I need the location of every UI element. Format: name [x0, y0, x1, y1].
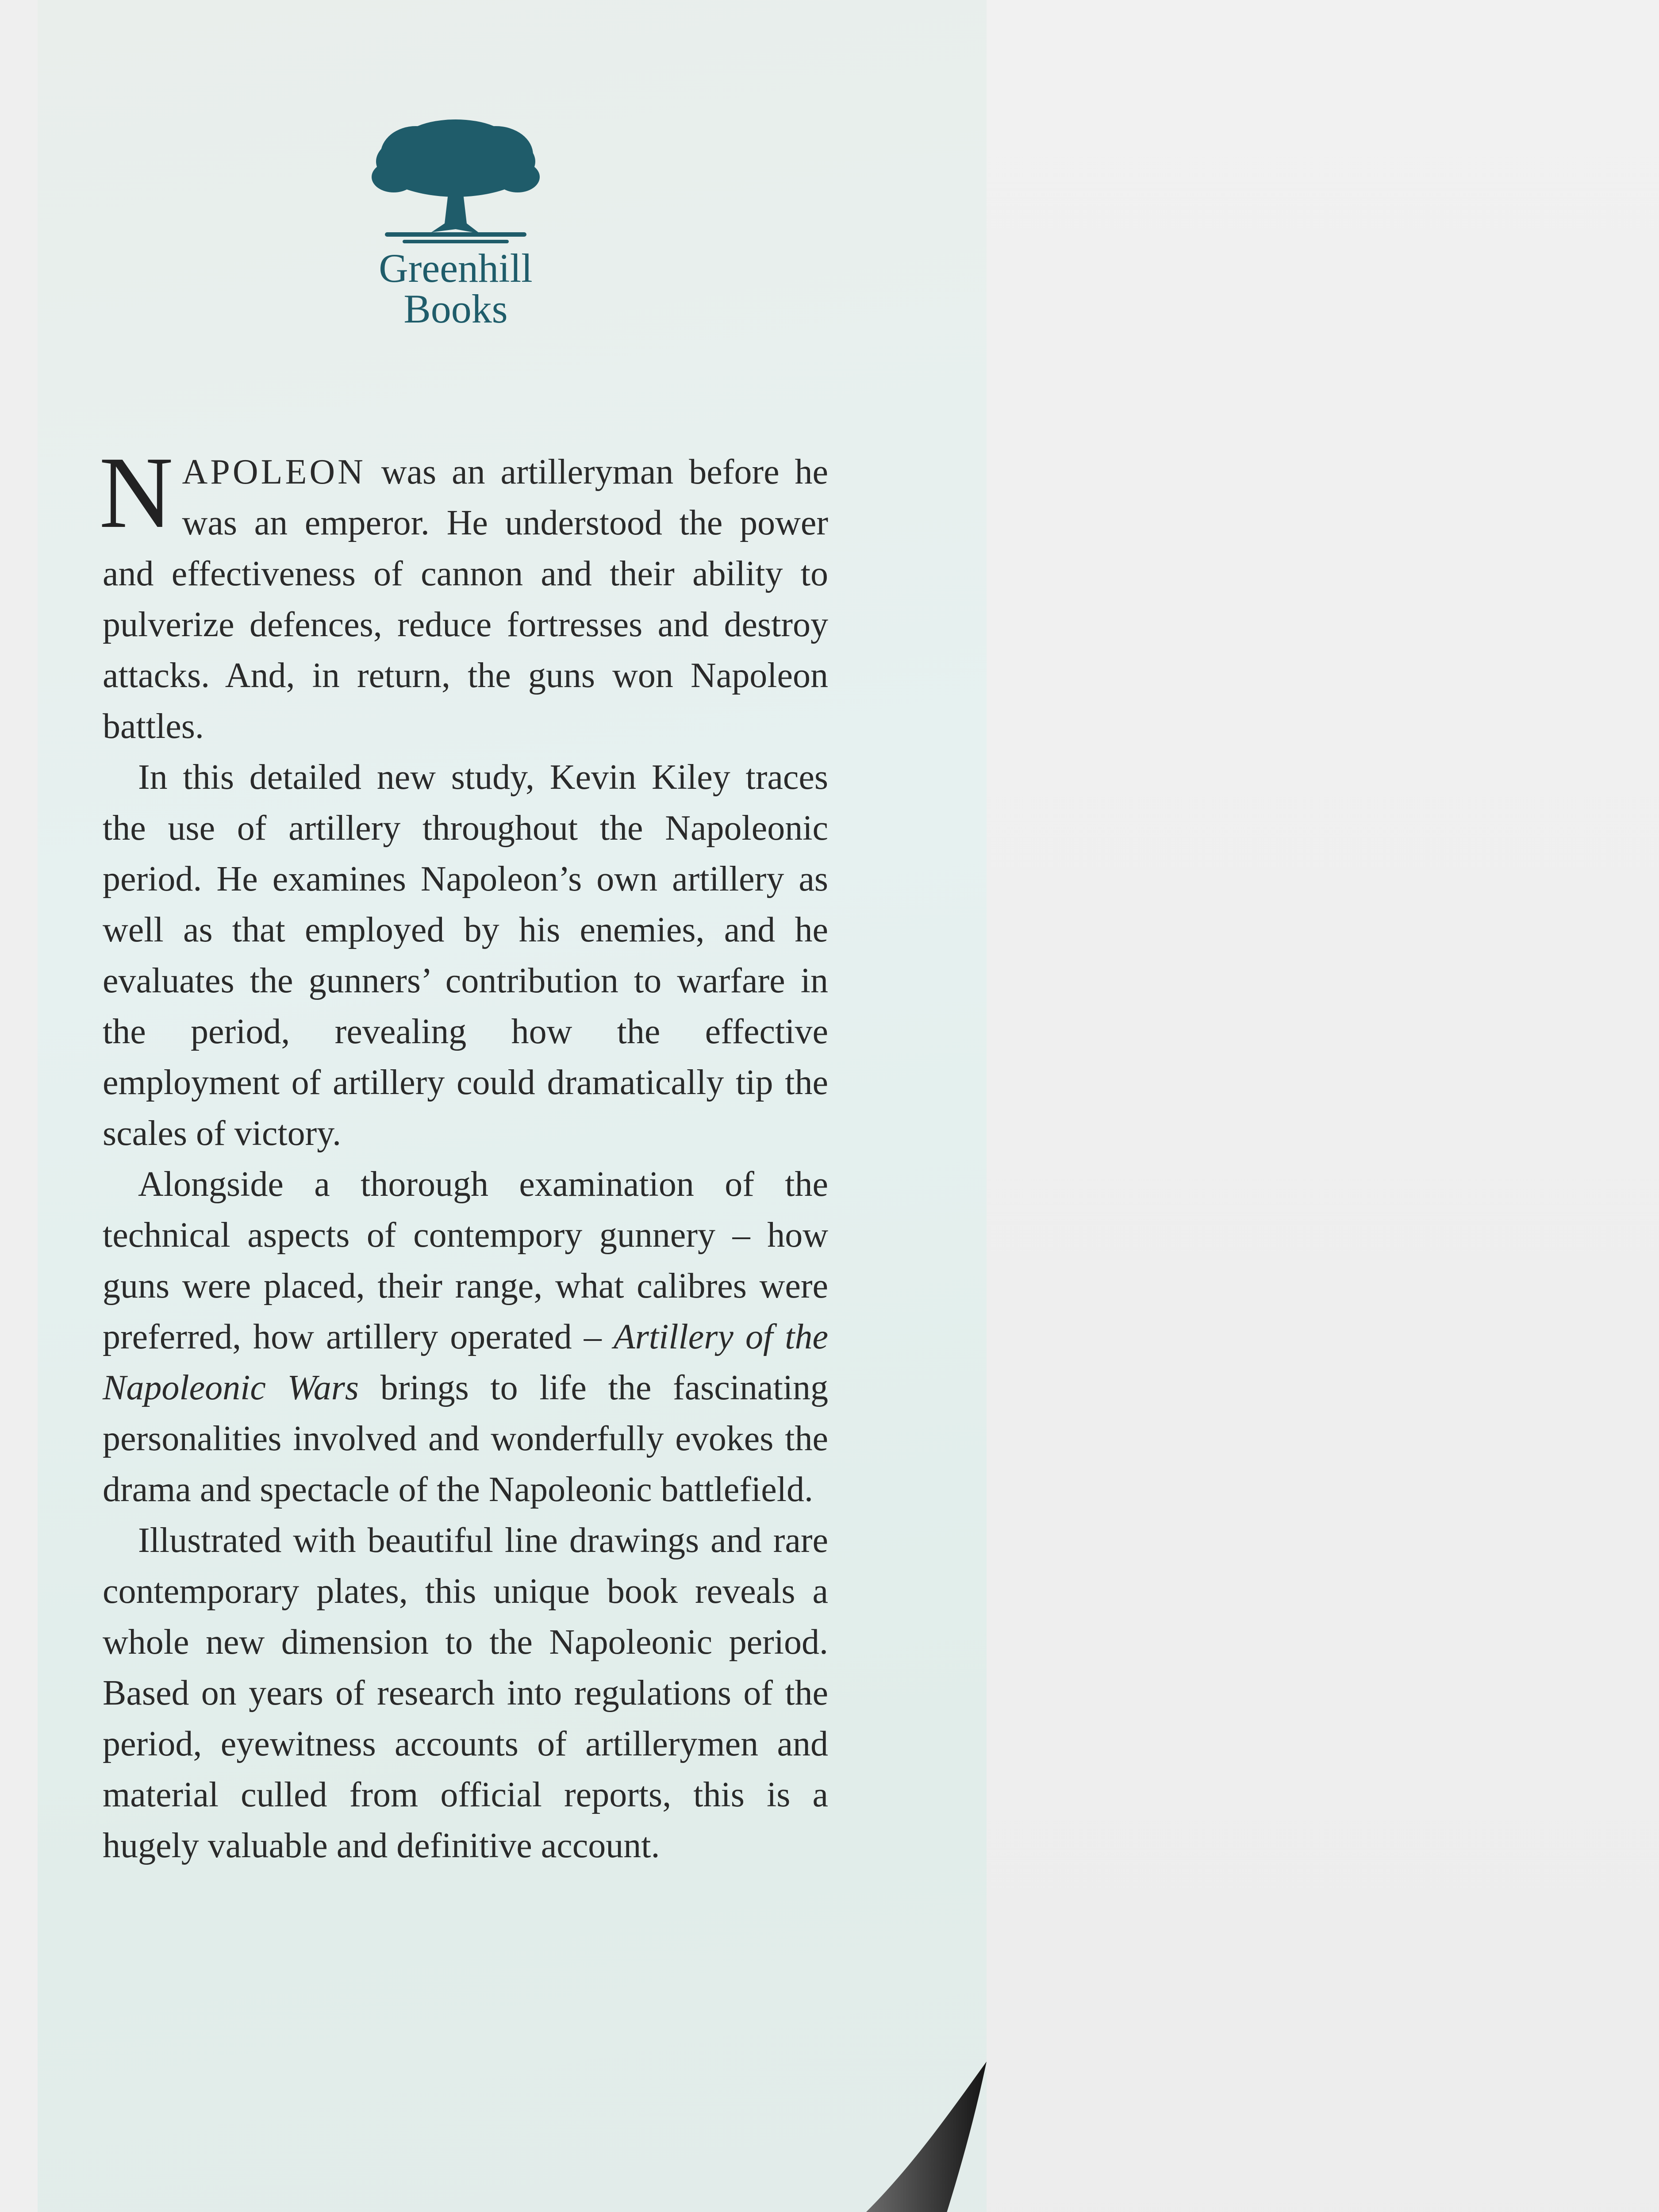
- blurb-paragraph-3: [103, 1159, 828, 1515]
- blurb-paragraph-2: In this detailed new study, Kevin Kiley traces the use of artillery throughout the Napoleonic period. He examines Napoleon’s own artillery as well as that employed by his enemies, and he evaluates the gunners’ contribution to warfare in the period, revealing how the effective employment of artillery could dramatically tip the scales of victory.: [103, 758, 828, 1153]
- logo-text-greenhill: Greenhill: [379, 246, 533, 291]
- back-cover-blank-area: [987, 0, 1659, 2212]
- tree-icon: [367, 119, 544, 248]
- jacket-blurb: [99, 436, 829, 1871]
- blurb-paragraph-3-text-b: brings to life the fascinating personalities involved and wonderfully evokes the drama and spectacle of the Napoleonic battlefield.: [103, 1368, 829, 1509]
- blurb-paragraph-4: Illustrated with beautiful line drawings and rare contemporary plates, this unique book reveals a whole new dimension to the Napoleonic period. Based on years of research into regulations of the period, eyewitness accounts of artillerymen and material culled from official reports, this is a hugely valuable and definitive account.: [103, 1521, 828, 1865]
- drop-cap: N: [99, 436, 173, 549]
- publisher-logo: [341, 119, 571, 329]
- logo-text-books: Books: [403, 286, 508, 331]
- book-title: Artillery of the Napoleonic Wars: [103, 1317, 829, 1407]
- page-curl-graphic: [641, 2062, 991, 2212]
- blurb-paragraph-1-text: was an artilleryman before he was an emperor. He understood the power and effectiveness of cannon and their ability to pulverize defences, reduce fortresses and destroy attacks. And, in return, the guns won Napoleon battles.: [103, 453, 828, 746]
- blurb-paragraph-3-text-a: Alongside a thorough examination of the technical aspects of contempory gunnery – how guns were placed, their range, what calibres were preferred, how artillery operated –: [103, 1165, 828, 1356]
- blurb-paragraph-1: [99, 436, 828, 752]
- opening-small-caps: APOLEON: [182, 453, 366, 492]
